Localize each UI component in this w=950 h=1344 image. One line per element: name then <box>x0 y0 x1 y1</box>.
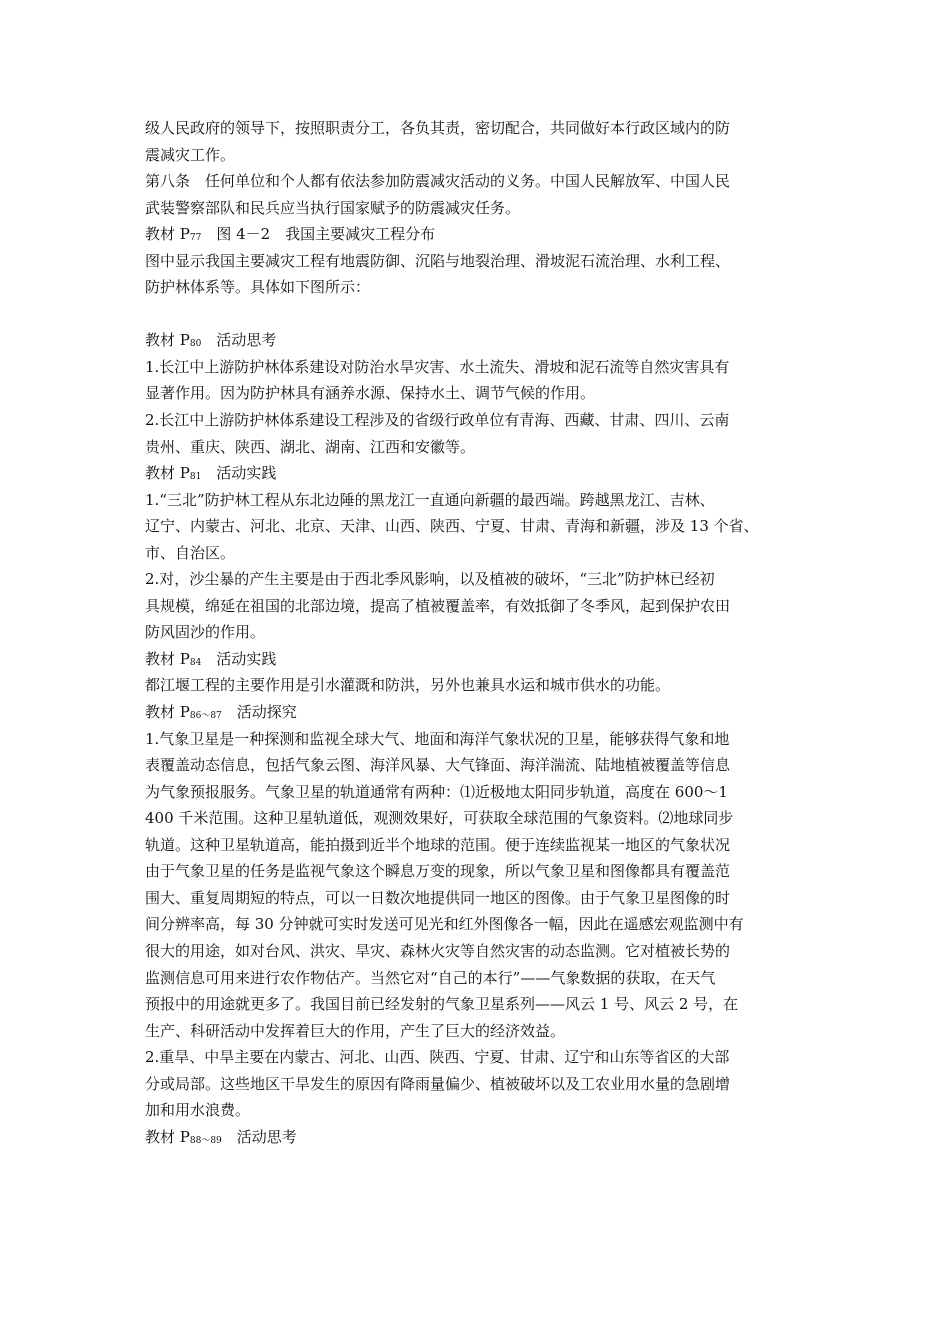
body-text-line: 防护林体系等。具体如下图所示： <box>145 278 371 297</box>
body-text-line: 震减灾工作。 <box>145 145 236 164</box>
body-text-line: 围大、重复周期短的特点，可以一日数次地提供同一地区的图像。由于气象卫星图像的时 <box>145 888 731 907</box>
article-text-line: 第八条 任何单位和个人都有依法参加防震减灾活动的义务。中国人民解放军、中国人民 <box>145 172 731 191</box>
body-text-line: 400 千米范围。这种卫星轨道低，观测效果好，可获取全球范围的气象资料。⑵地球同步 <box>145 809 734 828</box>
body-text-line: 1.“三北”防护林工程从东北边陲的黑龙江一直通向新疆的最西端。跨越黑龙江、吉林、 <box>145 490 715 509</box>
body-text-line: 为气象预报服务。气象卫星的轨道通常有两种：⑴近极地太阳同步轨道，高度在 600～1 <box>145 782 728 801</box>
body-text-line: 1.气象卫星是一种探测和监视全球大气、地面和海洋气象状况的卫星，能够获得气象和地 <box>145 729 730 748</box>
body-text-line: 监测信息可用来进行农作物估产。当然它对“自己的本行”——气象数据的获取，在天气 <box>145 968 716 987</box>
section-heading: 教材 P80 活动思考 <box>145 331 277 350</box>
body-text-line: 间分辨率高，每 30 分钟就可实时发送可见光和红外图像各一幅，因此在遥感宏观监测中有 <box>145 915 744 934</box>
section-heading: 教材 P81 活动实践 <box>145 464 277 483</box>
body-text-line: 防风固沙的作用。 <box>145 623 266 642</box>
body-text-line: 预报中的用途就更多了。我国目前已经发射的气象卫星系列——风云 1 号、风云 2 号，在 <box>145 995 739 1014</box>
body-text-line: 加和用水浪费。 <box>145 1101 251 1120</box>
blank-line <box>145 301 815 328</box>
body-text-line: 市、自治区。 <box>145 543 236 562</box>
body-text-line: 具规模，绵延在祖国的北部边境，提高了植被覆盖率，有效抵御了冬季风，起到保护农田 <box>145 596 731 615</box>
body-text-line: 贵州、重庆、陕西、湖北、湖南、江西和安徽等。 <box>145 437 476 456</box>
body-text-line: 轨道。这种卫星轨道高，能拍摄到近半个地球的范围。便于连续监视某一地区的气象状况 <box>145 835 731 854</box>
body-text-line: 2.长江中上游防护林体系建设工程涉及的省级行政单位有青海、西藏、甘肃、四川、云南 <box>145 411 730 430</box>
body-text-line: 生产、科研活动中发挥着巨大的作用，产生了巨大的经济效益。 <box>145 1021 566 1040</box>
body-text-line: 很大的用途，如对台风、洪灾、旱灾、森林火灾等自然灾害的动态监测。它对植被长势的 <box>145 941 731 960</box>
article-text-line: 武装警察部队和民兵应当执行国家赋予的防震减灾任务。 <box>145 198 521 217</box>
body-text-line: 图中显示我国主要减灾工程有地震防御、沉陷与地裂治理、滑坡泥石流治理、水利工程、 <box>145 251 731 270</box>
document-page <box>145 115 815 1150</box>
body-text-line: 表覆盖动态信息，包括气象云图、海洋风暴、大气锋面、海洋湍流、陆地植被覆盖等信息 <box>145 756 731 775</box>
body-text-line: 1.长江中上游防护林体系建设对防治水旱灾害、水土流失、滑坡和泥石流等自然灾害具有 <box>145 357 730 376</box>
body-text-line: 辽宁、内蒙古、河北、北京、天津、山西、陕西、宁夏、甘肃、青海和新疆，涉及 13 个省、 <box>145 517 759 536</box>
section-heading: 教材 P77 图 4－2 我国主要减灾工程分布 <box>145 225 436 244</box>
body-text-line: 分或局部。这些地区干旱发生的原因有降雨量偏少、植被破坏以及工农业用水量的急剧增 <box>145 1074 731 1093</box>
body-text-line: 级人民政府的领导下，按照职责分工，各负其责，密切配合，共同做好本行政区域内的防 <box>145 119 731 137</box>
section-heading: 教材 P84 活动实践 <box>145 649 277 668</box>
body-text-line: 由于气象卫星的任务是监视气象这个瞬息万变的现象，所以气象卫星和图像都具有覆盖范 <box>145 862 731 881</box>
body-text-line: 2.对，沙尘暴的产生主要是由于西北季风影响，以及植被的破坏，“三北”防护林已经初 <box>145 570 715 589</box>
section-heading: 教材 P86～87 活动探究 <box>145 703 297 722</box>
body-text-line: 显著作用。因为防护林具有涵养水源、保持水土、调节气候的作用。 <box>145 384 596 403</box>
section-heading: 教材 P88～89 活动思考 <box>145 1127 297 1146</box>
body-text-line: 2.重旱、中旱主要在内蒙古、河北、山西、陕西、宁夏、甘肃、辽宁和山东等省区的大部 <box>145 1048 730 1067</box>
body-text-line: 都江堰工程的主要作用是引水灌溉和防洪，另外也兼具水运和城市供水的功能。 <box>145 676 671 695</box>
